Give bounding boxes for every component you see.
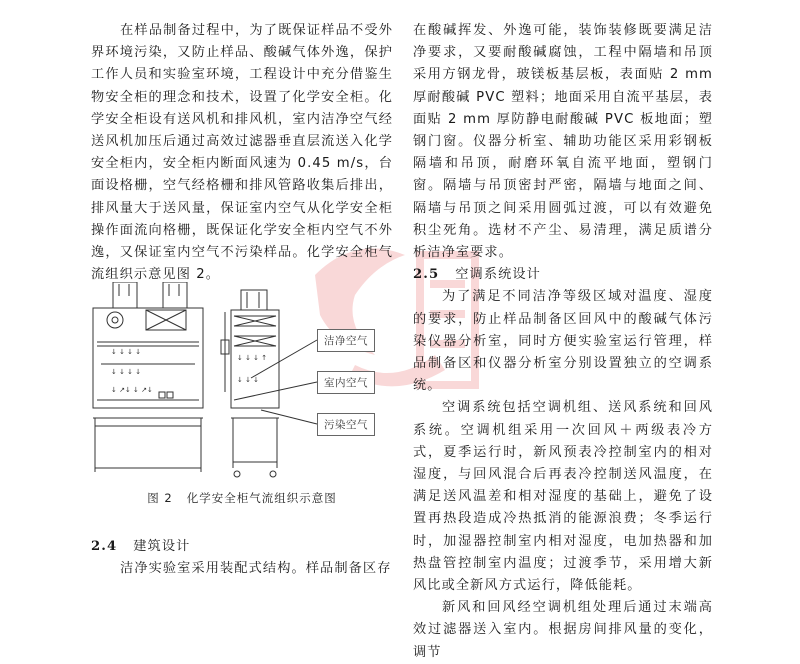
paragraph-chemical-safety-cabinet: 在样品制备过程中，为了既保证样品不受外界环境污染，又防止样品、酸碱气体外逸，保护工作人员和实验室环境，工程设计中充分借鉴生物安全柜的理念和技术，设置了化学安全柜。化学安全柜设有送风机和排风机，室内洁净空气经送风机加压后通过高效过滤器垂直层流送入化学安全柜内，安全柜内断面风速为 0.45 m/s，台面设格栅，空气经格栅和排风管路收集后排出，排风量大于送风量，保证室内空气从化学安全柜操作面流向格栅，既保证化学安全柜内空气不外逸，又保证室内空气不污染样品。化学安全柜气流组织示意见图 2。 [91,23,393,283]
figure-2-airflow-diagram [91,282,391,482]
label-room-air: 室内空气 [317,371,375,394]
paragraph-architecture-cont: 在酸碱挥发、外逸可能，装饰装修既要满足洁净要求，又要耐酸碱腐蚀，工程中隔墙和吊顶采用方钢龙骨，玻镁板基层板，表面贴 2 mm 厚耐酸碱 PVC 塑料；地面采用自流平基层，表面贴 2 mm 厚防静电耐酸碱 PVC 板地面；塑钢门窗。仪器分析室、辅助功能区采用彩钢板隔墙和吊顶，耐磨环氧自流平地面，塑钢门窗。隔墙与吊顶密封严密，隔墙与地面之间、隔墙与吊顶之间采用圆弧过渡，可以有效避免积尘死角。选材不产尘、易清理，满足质谱分析洁净室要求。 [413,23,713,261]
section-number: 2.5 [413,267,440,283]
section-number: 2.4 [91,539,118,554]
svg-text:↓ ↓ ↓ ↓: ↓ ↓ ↓ ↓ [111,368,142,376]
section-2-5-heading [413,264,713,286]
section-title: 建筑设计 [133,539,191,554]
svg-text:↓ ↓ ↓ ↑: ↓ ↓ ↓ ↑ [237,354,268,362]
figure-title: 化学安全柜气流组织示意图 [186,491,337,505]
svg-text:↓ ↗↓ ↓ ↗↓: ↓ ↗↓ ↓ ↗↓ [111,386,153,394]
svg-text:↓ ↓ ↓ ↓: ↓ ↓ ↓ ↓ [111,348,142,356]
paragraph-hvac-intro: 为了满足不同洁净等级区域对温度、湿度的要求，防止样品制备区回风中的酸碱气体污染仪器分析室，同时方便实验室运行管理，样品制备区和仪器分析室分别设置独立的空调系统。 [413,289,713,394]
label-clean-air: 洁净空气 [317,329,375,352]
paragraph-hvac-system: 空调系统包括空调机组、送风系统和回风系统。空调机组采用一次回风＋两级表冷方式，夏季运行时，新风预表冷控制室内的相对湿度，与回风混合后再表冷控制送风温度，在满足送风温差和相对湿度的基础上，避免了设置再热段造成冷热抵消的能源浪费；冬季运行时，加湿器控制室内相对湿度，电加热器和加热盘管控制室内温度；过渡季节，采用增大新风比或全新风方式运行，降低能耗。 [413,400,713,594]
section-2-4 [91,536,393,580]
figure-caption [91,490,393,506]
left-column [91,20,393,286]
right-column [413,20,713,664]
figure-number: 图 2 [147,491,173,505]
paragraph-hvac-filtration: 新风和回风经空调机组处理后通过末端高效过滤器送入室内。根据房间排风量的变化，调节 [413,600,713,660]
paragraph-architecture: 洁净实验室采用装配式结构。样品制备区存 [120,561,392,576]
label-contaminated-air: 污染空气 [317,413,375,436]
section-title: 空调系统设计 [455,267,541,283]
svg-text:↓ ↓ ↓: ↓ ↓ ↓ [237,376,260,384]
